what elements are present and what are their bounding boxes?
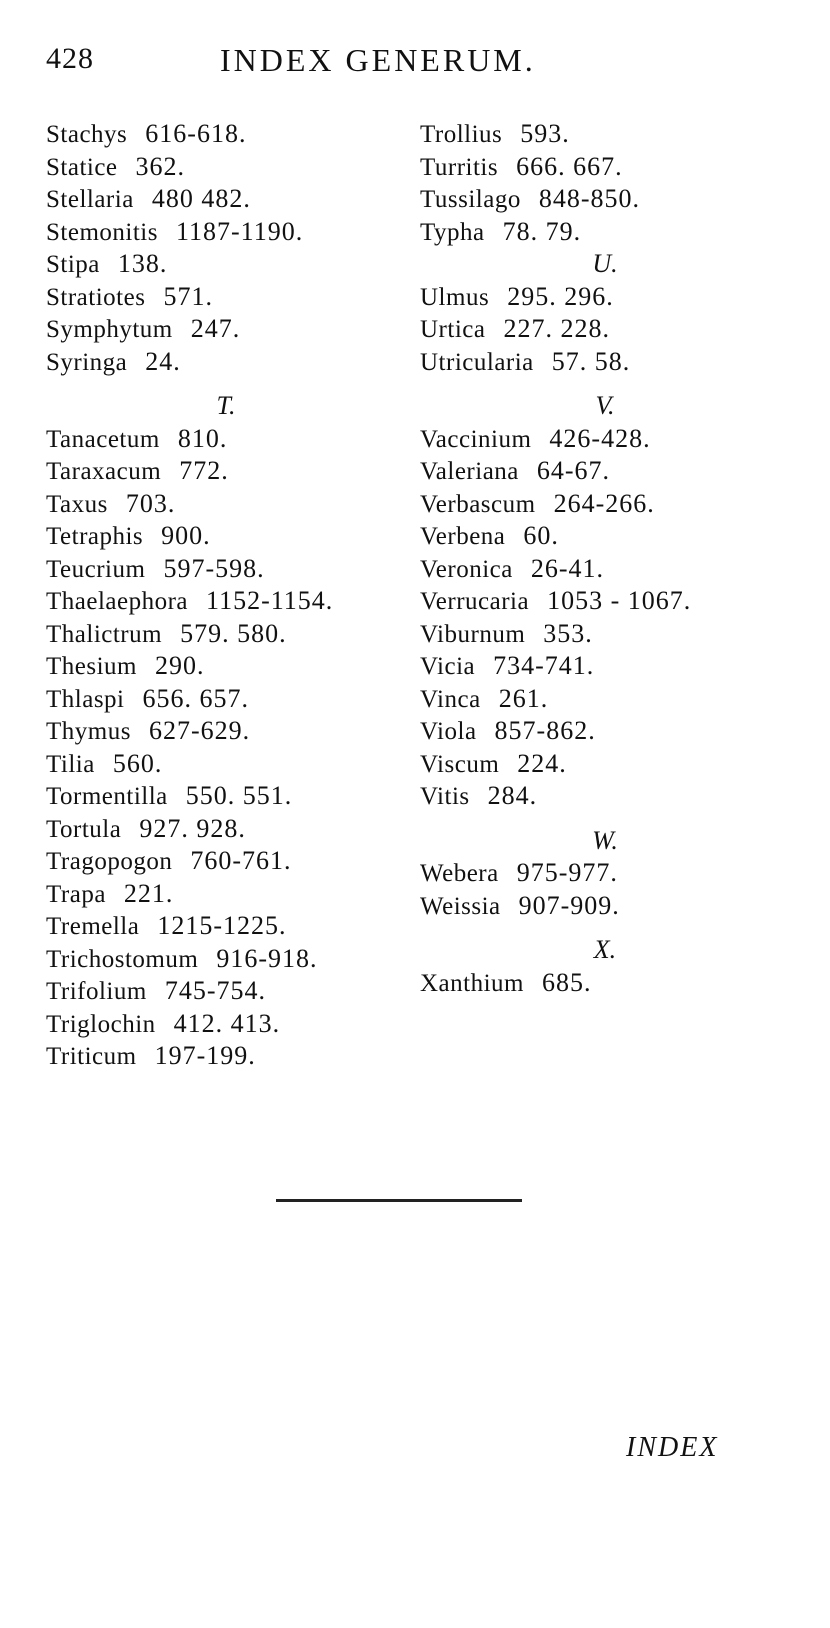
genus-name: Stemonitis (46, 218, 158, 246)
page-reference: 26-41. (530, 553, 605, 583)
index-entry (420, 281, 790, 314)
page-reference: 64-67. (536, 456, 611, 485)
genus-name: Tormentilla (46, 783, 168, 810)
page-reference: 1215-1225. (157, 911, 287, 940)
index-entry (420, 748, 790, 781)
page-reference: 227. 228. (503, 314, 610, 343)
index-entry (46, 488, 406, 521)
genus-name: Thlaspi (46, 685, 125, 713)
page-reference: 426-428. (549, 423, 651, 453)
page-reference: 57. 58. (551, 346, 631, 376)
genus-name: Stellaria (46, 186, 134, 213)
index-entry (46, 346, 406, 379)
genus-name: Symphytum (46, 316, 173, 343)
index-entry (420, 118, 790, 151)
index-entry (420, 183, 790, 216)
genus-name: Verbascum (420, 490, 536, 518)
index-entry (46, 878, 406, 911)
genus-name: Vicia (420, 653, 476, 680)
letter-heading-u: U. (592, 249, 618, 278)
page-reference: 975-977. (516, 858, 618, 887)
section-gap (420, 922, 790, 934)
genus-name: Weissia (420, 892, 501, 920)
index-entry (420, 780, 790, 813)
genus-name: Tremella (46, 913, 140, 940)
index-entry (46, 683, 406, 716)
genus-name: Triglochin (46, 1010, 156, 1038)
index-entry (46, 553, 406, 586)
genus-name: Ulmus (420, 283, 490, 311)
index-entry (46, 313, 406, 346)
letter-heading-t: T. (216, 391, 236, 420)
page-reference: 138. (117, 249, 168, 278)
page-reference: 916-918. (216, 943, 318, 973)
letter-heading-x: X. (593, 935, 617, 964)
genus-name: Thalictrum (46, 620, 163, 648)
page-reference: 295. 296. (507, 281, 614, 311)
page-header (46, 42, 766, 86)
index-entry (46, 455, 406, 488)
genus-name: Tragopogon (46, 848, 173, 875)
genus-name: Urtica (420, 316, 486, 343)
genus-name: Tanacetum (46, 425, 160, 453)
genus-name: Veronica (420, 555, 513, 583)
genus-name: Valeriana (420, 458, 519, 485)
page-reference: 1152-1154. (206, 586, 334, 615)
genus-name: Thesium (46, 653, 137, 680)
genus-name: Verrucaria (420, 588, 530, 615)
index-entry (420, 346, 790, 379)
genus-name: Stipa (46, 251, 100, 278)
page-reference: 734-741. (493, 651, 595, 680)
section-gap (420, 813, 790, 825)
genus-name: Vinca (420, 685, 481, 713)
genus-name: Viburnum (420, 620, 526, 648)
index-entry (46, 780, 406, 813)
letter-heading-v: V. (595, 391, 615, 420)
index-entry (46, 650, 406, 683)
page-reference: 810. (177, 423, 228, 453)
page-reference: 261. (498, 683, 549, 713)
catchword: INDEX (626, 1432, 719, 1463)
page-reference: 264-266. (553, 488, 655, 518)
genus-name: Triticum (46, 1043, 137, 1070)
page-reference: 703. (125, 488, 176, 518)
genus-name: Webera (420, 860, 499, 887)
page-reference: 597-598. (163, 553, 265, 583)
index-entry (46, 813, 406, 846)
section-v (420, 423, 790, 813)
letter-heading-w: W. (592, 825, 618, 855)
page-reference: 772. (179, 456, 229, 485)
genus-name: Tilia (46, 750, 95, 778)
page-reference: 1187-1190. (175, 216, 304, 246)
index-entry (46, 520, 406, 553)
index-entry (46, 151, 406, 184)
running-title: INDEX GENERUM. (220, 42, 536, 78)
index-entry (420, 715, 790, 748)
index-entry (420, 216, 790, 249)
section-u (420, 281, 790, 379)
index-entry (420, 650, 790, 683)
index-entry (420, 890, 790, 923)
section-t (46, 423, 406, 1073)
genus-name: Statice (46, 153, 118, 181)
left-column (46, 118, 406, 1073)
index-entry (46, 748, 406, 781)
genus-name: Verbena (420, 523, 506, 550)
page-reference: 848-850. (538, 184, 641, 213)
genus-name: Tussilago (420, 186, 521, 213)
page-reference: 353. (543, 618, 593, 648)
page-number: 428 (46, 42, 94, 75)
genus-name: Utricularia (420, 348, 534, 376)
index-entry (46, 248, 406, 281)
page-reference: 197-199. (154, 1041, 256, 1070)
genus-name: Syringa (46, 348, 128, 376)
page-reference: 907-909. (518, 890, 620, 920)
index-entry (46, 423, 406, 456)
index-entry (46, 1040, 406, 1073)
genus-name: Thymus (46, 718, 131, 745)
genus-name: Taraxacum (46, 458, 162, 485)
genus-name: Trifolium (46, 978, 147, 1005)
index-entry (46, 715, 406, 748)
page-reference: 656. 657. (142, 683, 249, 713)
genus-name: Stachys (46, 121, 128, 148)
page-reference: 60. (523, 521, 559, 550)
page-reference: 571. (163, 281, 213, 311)
page-reference: 560. (112, 748, 163, 778)
genus-name: Trollius (420, 121, 503, 148)
genus-name: Turritis (420, 153, 499, 181)
index-entry (46, 1008, 406, 1041)
genus-name: Trichostomum (46, 945, 199, 973)
index-entry (420, 151, 790, 184)
genus-name: Viola (420, 718, 477, 745)
genus-name: Stratiotes (46, 283, 146, 311)
section-w (420, 857, 790, 922)
page-reference: 550. 551. (185, 781, 293, 810)
genus-name: Teucrium (46, 555, 146, 583)
index-entry (46, 216, 406, 249)
index-entry (46, 618, 406, 651)
page-reference: 900. (161, 521, 211, 550)
genus-name: Vaccinium (420, 425, 532, 453)
index-entry (420, 313, 790, 346)
page-reference: 412. 413. (173, 1008, 281, 1038)
page-reference: 666. 667. (516, 151, 623, 181)
page-reference: 857-862. (494, 716, 596, 745)
section-x (420, 967, 790, 1000)
index-entry (420, 488, 790, 521)
index-entry (46, 585, 406, 618)
genus-name: Tortula (46, 815, 122, 843)
index-entry (46, 910, 406, 943)
section-s (46, 118, 406, 378)
index-entry (420, 967, 790, 1000)
section-gap (46, 378, 406, 390)
section-gap (420, 378, 790, 390)
genus-name: Vitis (420, 783, 470, 810)
page-reference: 593. (520, 119, 570, 148)
page-reference: 221. (123, 878, 174, 908)
page-reference: 760-761. (190, 846, 292, 875)
index-entry (46, 943, 406, 976)
index-entry (420, 585, 790, 618)
page-reference: 290. (155, 651, 205, 680)
page-reference: 1053 - 1067. (547, 586, 692, 615)
end-rule (276, 1199, 522, 1202)
index-entry (420, 553, 790, 586)
page-reference: 24. (145, 346, 181, 376)
genus-name: Trapa (46, 880, 106, 908)
index-entry (420, 618, 790, 651)
index-entry (46, 281, 406, 314)
page-reference: 247. (190, 314, 241, 343)
page-reference: 627-629. (148, 716, 251, 745)
page-reference: 579. 580. (180, 618, 287, 648)
page-reference: 362. (135, 151, 186, 181)
genus-name: Typha (420, 218, 485, 246)
genus-name: Tetraphis (46, 523, 144, 550)
index-entry (46, 975, 406, 1008)
page-reference: 480 482. (151, 184, 251, 213)
index-entry (420, 423, 790, 456)
index-entry (420, 455, 790, 488)
index-entry (46, 118, 406, 151)
page-reference: 616-618. (145, 119, 247, 148)
page-reference: 745-754. (164, 976, 266, 1005)
index-entry (420, 520, 790, 553)
genus-name: Viscum (420, 750, 500, 778)
genus-name: Xanthium (420, 969, 524, 997)
genus-name: Taxus (46, 490, 108, 518)
page-reference: 927. 928. (139, 813, 246, 843)
genus-name: Thaelaephora (46, 588, 189, 615)
page-reference: 78. 79. (502, 216, 582, 246)
right-column (420, 118, 790, 999)
index-entry (420, 857, 790, 890)
page-reference: 685. (542, 967, 592, 997)
index-entry (46, 183, 406, 216)
section-t-continued (420, 118, 790, 248)
index-entry (420, 683, 790, 716)
page-reference: 284. (487, 781, 538, 810)
page-reference: 224. (517, 748, 567, 778)
index-entry (46, 845, 406, 878)
